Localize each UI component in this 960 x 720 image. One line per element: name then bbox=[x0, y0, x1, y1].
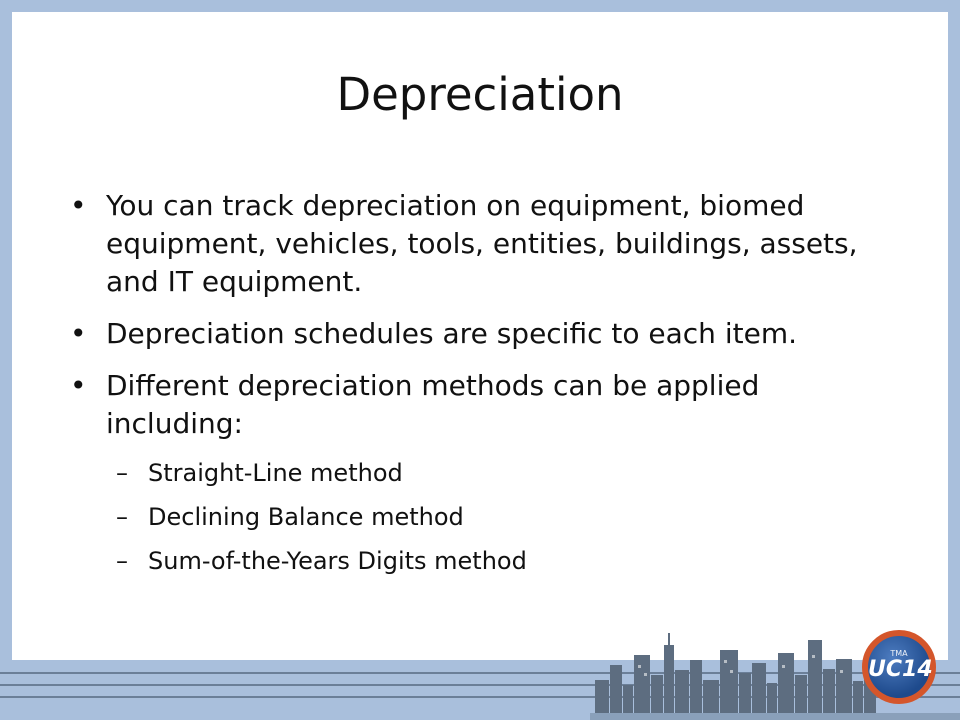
logo-main-text: UC14 bbox=[868, 657, 933, 682]
bullet-marker: • bbox=[70, 189, 87, 222]
sub-bullet-marker: – bbox=[116, 503, 128, 531]
logo-small-text: TMA bbox=[890, 649, 908, 658]
sub-bullet-list bbox=[64, 457, 894, 577]
footer-band bbox=[0, 657, 960, 720]
sub-bullet-text: Declining Balance method bbox=[148, 503, 464, 531]
bullet-item bbox=[64, 187, 894, 301]
sub-bullet-text: Straight-Line method bbox=[148, 459, 403, 487]
sub-bullet-marker: – bbox=[116, 459, 128, 487]
sub-bullet-item bbox=[64, 501, 894, 533]
bullet-item bbox=[64, 315, 894, 353]
bullet-text: Different depreciation methods can be applied including: bbox=[106, 369, 760, 440]
uc14-logo bbox=[862, 630, 936, 704]
slide-title: Depreciation bbox=[336, 68, 624, 121]
bullet-marker: • bbox=[70, 317, 87, 350]
sub-bullet-marker: – bbox=[116, 547, 128, 575]
slide-content bbox=[64, 187, 894, 589]
bullet-text: Depreciation schedules are specific to each item. bbox=[106, 317, 797, 350]
slide-card bbox=[12, 12, 948, 660]
sub-bullet-item bbox=[64, 545, 894, 577]
bullet-text: You can track depreciation on equipment, biomed equipment, vehicles, tools, entities, buildings, assets, and IT equipment. bbox=[106, 189, 858, 298]
sub-bullet-text: Sum-of-the-Years Digits method bbox=[148, 547, 527, 575]
bullet-marker: • bbox=[70, 369, 87, 402]
bullet-item bbox=[64, 367, 894, 443]
sub-bullet-item bbox=[64, 457, 894, 489]
